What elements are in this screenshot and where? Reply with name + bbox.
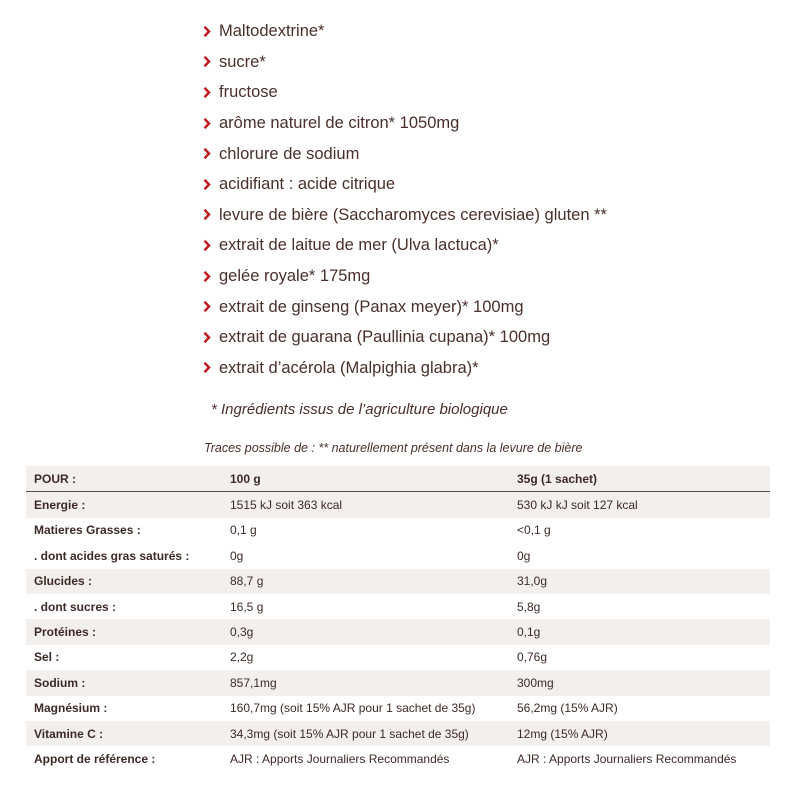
- table-row: [26, 594, 770, 619]
- ingredient-label: gelée royale* 175mg: [219, 267, 371, 286]
- table-row: [26, 670, 770, 695]
- organic-footnote: * Ingrédients issus de l’agriculture biologique: [211, 401, 508, 418]
- row-label: Glucides :: [34, 574, 93, 589]
- ingredient-label: Maltodextrine*: [219, 22, 325, 41]
- list-item: [203, 261, 607, 292]
- chevron-right-icon: [203, 240, 219, 252]
- chevron-right-icon: [203, 56, 219, 68]
- list-item: [203, 47, 607, 78]
- value-100g: 160,7mg (soit 15% AJR pour 1 sachet de 35g): [230, 701, 476, 716]
- value-sachet: 31,0g: [517, 574, 548, 589]
- value-100g: 1515 kJ soit 363 kcal: [230, 498, 343, 513]
- value-sachet: 56,2mg (15% AJR): [517, 701, 618, 716]
- row-label: Vitamine C :: [34, 726, 104, 741]
- header-100g: 100 g: [230, 471, 261, 486]
- value-sachet: 300mg: [517, 675, 554, 690]
- row-label: . dont acides gras saturés :: [34, 548, 190, 563]
- table-row: [26, 746, 770, 771]
- value-100g: 88,7 g: [230, 574, 264, 589]
- list-item: [203, 138, 607, 169]
- value-sachet: 12mg (15% AJR): [517, 726, 608, 741]
- chevron-right-icon: [203, 301, 219, 313]
- ingredient-label: sucre*: [219, 52, 266, 71]
- value-sachet: 530 kJ kJ soit 127 kcal: [517, 498, 638, 513]
- ingredient-label: acidifiant : acide citrique: [219, 175, 396, 194]
- list-item: [203, 16, 607, 47]
- value-sachet: 0,1g: [517, 625, 541, 640]
- list-item: [203, 291, 607, 322]
- ingredient-label: extrait de guarana (Paullinia cupana)* 100mg: [219, 328, 551, 347]
- row-label: Sodium :: [34, 675, 86, 690]
- row-label: Magnésium :: [34, 701, 108, 716]
- row-label: Energie :: [34, 498, 86, 513]
- value-sachet: AJR : Apports Journaliers Recommandés: [517, 751, 737, 766]
- table-row: [26, 645, 770, 670]
- chevron-right-icon: [203, 331, 219, 343]
- chevron-right-icon: [203, 117, 219, 129]
- row-label: Sel :: [34, 650, 60, 665]
- chevron-right-icon: [203, 148, 219, 160]
- ingredient-label: extrait de ginseng (Panax meyer)* 100mg: [219, 297, 524, 316]
- value-sachet: 5,8g: [517, 599, 541, 614]
- value-100g: 0,3g: [230, 625, 254, 640]
- row-label: Apport de référence :: [34, 751, 156, 766]
- chevron-right-icon: [203, 362, 219, 374]
- value-100g: 2,2g: [230, 650, 254, 665]
- ingredient-label: chlorure de sodium: [219, 144, 360, 163]
- ingredients-list: [203, 16, 607, 383]
- chevron-right-icon: [203, 26, 219, 38]
- list-item: [203, 108, 607, 139]
- traces-footnote: Traces possible de : ** naturellement présent dans la levure de bière: [204, 441, 583, 455]
- value-100g: 0g: [230, 548, 244, 563]
- value-100g: 857,1mg: [230, 675, 277, 690]
- value-sachet: <0,1 g: [517, 523, 551, 538]
- value-100g: 0,1 g: [230, 523, 257, 538]
- table-header-row: [26, 466, 770, 492]
- list-item: [203, 77, 607, 108]
- header-pour: POUR :: [34, 471, 76, 486]
- table-row: [26, 569, 770, 594]
- table-row: [26, 721, 770, 746]
- list-item: [203, 353, 607, 384]
- table-row: [26, 543, 770, 568]
- chevron-right-icon: [203, 87, 219, 99]
- table-row: [26, 518, 770, 543]
- ingredient-label: fructose: [219, 83, 278, 102]
- list-item: [203, 322, 607, 353]
- ingredient-label: levure de bière (Saccharomyces cerevisiae) gluten **: [219, 205, 607, 224]
- list-item: [203, 230, 607, 261]
- nutrition-table: [26, 466, 770, 772]
- ingredient-label: extrait de laitue de mer (Ulva lactuca)*: [219, 236, 499, 255]
- value-100g: 16,5 g: [230, 599, 264, 614]
- table-row: [26, 619, 770, 644]
- list-item: [203, 200, 607, 231]
- value-100g: AJR : Apports Journaliers Recommandés: [230, 751, 450, 766]
- value-sachet: 0g: [517, 548, 531, 563]
- list-item: [203, 169, 607, 200]
- ingredient-label: extrait d’acérola (Malpighia glabra)*: [219, 358, 479, 377]
- table-row: [26, 492, 770, 518]
- header-sachet: 35g (1 sachet): [517, 471, 598, 486]
- row-label: . dont sucres :: [34, 599, 117, 614]
- chevron-right-icon: [203, 209, 219, 221]
- chevron-right-icon: [203, 178, 219, 190]
- row-label: Matieres Grasses :: [34, 523, 141, 538]
- table-row: [26, 696, 770, 721]
- value-100g: 34,3mg (soit 15% AJR pour 1 sachet de 35g): [230, 726, 469, 741]
- ingredient-label: arôme naturel de citron* 1050mg: [219, 114, 460, 133]
- value-sachet: 0,76g: [517, 650, 548, 665]
- row-label: Protéines :: [34, 625, 97, 640]
- chevron-right-icon: [203, 270, 219, 282]
